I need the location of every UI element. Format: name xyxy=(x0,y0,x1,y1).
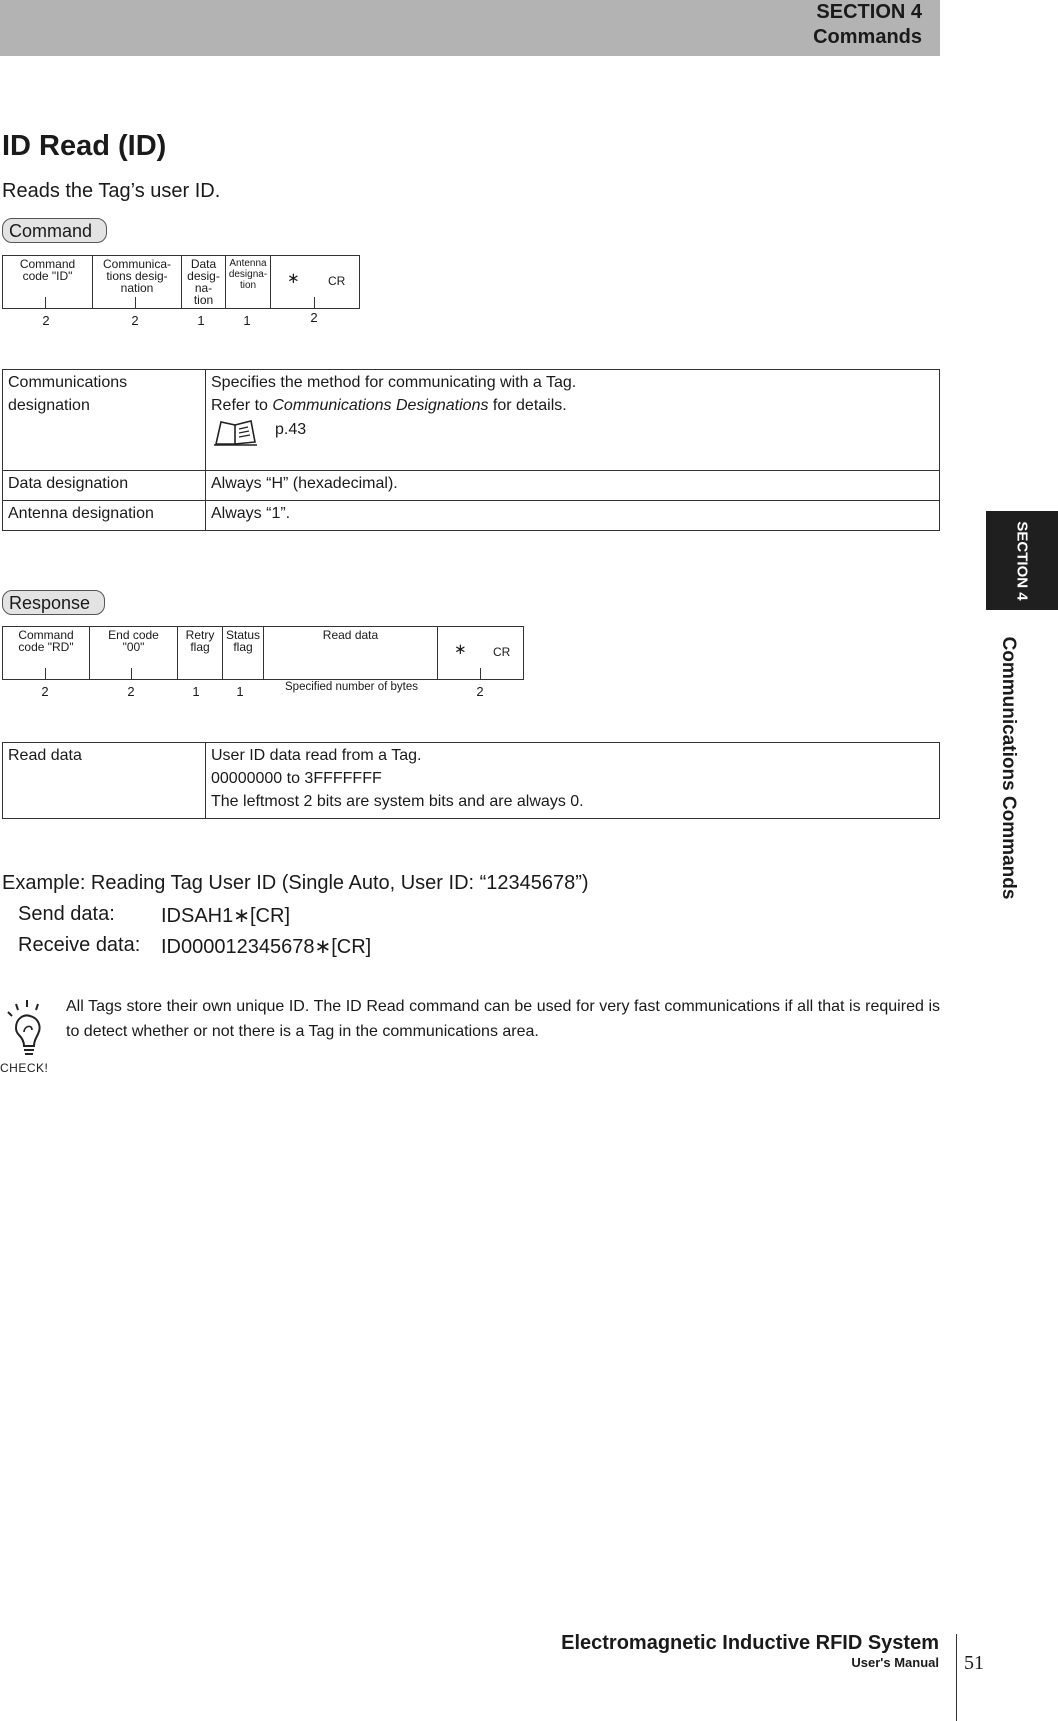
byte-count: 1 xyxy=(243,313,251,328)
byte-tick xyxy=(45,297,46,309)
param-desc xyxy=(206,370,940,471)
lightbulb-check-icon xyxy=(2,998,54,1060)
byte-tick xyxy=(131,668,132,680)
side-tab-section: SECTION 4 xyxy=(1013,521,1031,601)
param-desc-line: Specifies the method for communicating with a Tag. xyxy=(211,374,577,391)
read-data-length-note: Specified number of bytes xyxy=(285,681,418,693)
response-label: Response xyxy=(2,590,105,615)
param-name: Antenna designation xyxy=(3,501,206,531)
cr-symbol: CR xyxy=(493,645,511,659)
byte-count: 2 xyxy=(42,313,50,328)
ref-suffix: for details. xyxy=(488,397,567,414)
header-chapter: Commands xyxy=(813,26,922,48)
send-value: IDSAH1∗[CR] xyxy=(161,905,291,927)
check-label: CHECK! xyxy=(0,1061,49,1075)
param-name: Data designation xyxy=(3,471,206,501)
byte-tick xyxy=(135,297,136,309)
response-field: Command code "RD" xyxy=(3,627,90,679)
param-name: Communications designation xyxy=(3,370,206,471)
param-desc-line: User ID data read from a Tag. xyxy=(211,747,422,764)
header-band xyxy=(0,0,940,56)
byte-tick xyxy=(314,297,315,309)
receive-label: Receive data: xyxy=(18,934,141,956)
side-tab-title: Communications Commands xyxy=(998,636,1019,900)
byte-count: 2 xyxy=(310,310,318,325)
command-field: Communica- tions desig- nation xyxy=(93,256,182,308)
response-field: End code "00" xyxy=(90,627,178,679)
byte-count: 2 xyxy=(41,684,49,699)
command-label: Command xyxy=(2,218,107,243)
param-desc xyxy=(206,743,940,819)
byte-count: 2 xyxy=(476,684,484,699)
param-name: Read data xyxy=(3,743,206,819)
command-field: Command code "ID" xyxy=(3,256,93,308)
check-text: All Tags store their own unique ID. The ID Read command can be used for very fast communications if all that is required is to detect whether or not there is a Tag in the communications area. xyxy=(66,998,940,1040)
param-desc-line xyxy=(211,394,934,417)
command-field: Antenna designa- tion xyxy=(226,256,271,308)
byte-count: 1 xyxy=(197,313,205,328)
page-ref xyxy=(211,417,934,447)
table-row xyxy=(3,471,940,501)
param-desc: Always “1”. xyxy=(206,501,940,531)
table-row xyxy=(3,370,940,471)
ref-prefix: Refer to xyxy=(211,397,273,414)
header-text xyxy=(813,0,922,50)
command-field: Data desig- na- tion xyxy=(182,256,226,308)
command-frame xyxy=(2,255,360,309)
ref-link[interactable]: Communications Designations xyxy=(272,397,489,414)
table-row xyxy=(3,743,940,819)
param-desc-line: 00000000 to 3FFFFFFF xyxy=(211,770,382,787)
footer-subtitle: User's Manual xyxy=(851,1655,939,1670)
book-reference-icon xyxy=(213,418,259,446)
cr-symbol: CR xyxy=(328,274,346,288)
byte-count: 2 xyxy=(131,313,139,328)
response-field: Status flag xyxy=(223,627,264,679)
byte-tick xyxy=(480,668,481,680)
byte-count: 2 xyxy=(127,684,135,699)
byte-count: 1 xyxy=(192,684,200,699)
table-row xyxy=(3,501,940,531)
asterisk-symbol: ∗ xyxy=(287,270,300,287)
byte-count: 1 xyxy=(236,684,244,699)
receive-value: ID000012345678∗[CR] xyxy=(161,936,372,958)
command-params-table xyxy=(2,369,940,531)
footer-title: Electromagnetic Inductive RFID System xyxy=(561,1632,939,1654)
example-heading: Example: Reading Tag User ID (Single Auto, User ID: “12345678”) xyxy=(2,872,589,894)
page-number: 51 xyxy=(964,1652,984,1674)
page-ref-text[interactable]: p.43 xyxy=(275,421,307,438)
page-subtitle: Reads the Tag’s user ID. xyxy=(2,180,221,202)
asterisk-symbol: ∗ xyxy=(454,641,467,658)
footer-divider xyxy=(956,1634,957,1721)
response-params-table xyxy=(2,742,940,819)
param-desc: Always “H” (hexadecimal). xyxy=(206,471,940,501)
param-desc-line: The leftmost 2 bits are system bits and are always 0. xyxy=(211,793,584,810)
response-field: Read data xyxy=(264,627,438,679)
command-terminator xyxy=(271,256,359,308)
send-label: Send data: xyxy=(18,903,115,925)
header-section: SECTION 4 xyxy=(816,1,922,23)
response-frame xyxy=(2,626,524,680)
page-title: ID Read (ID) xyxy=(2,130,167,162)
response-field: Retry flag xyxy=(178,627,223,679)
byte-tick xyxy=(45,668,46,680)
